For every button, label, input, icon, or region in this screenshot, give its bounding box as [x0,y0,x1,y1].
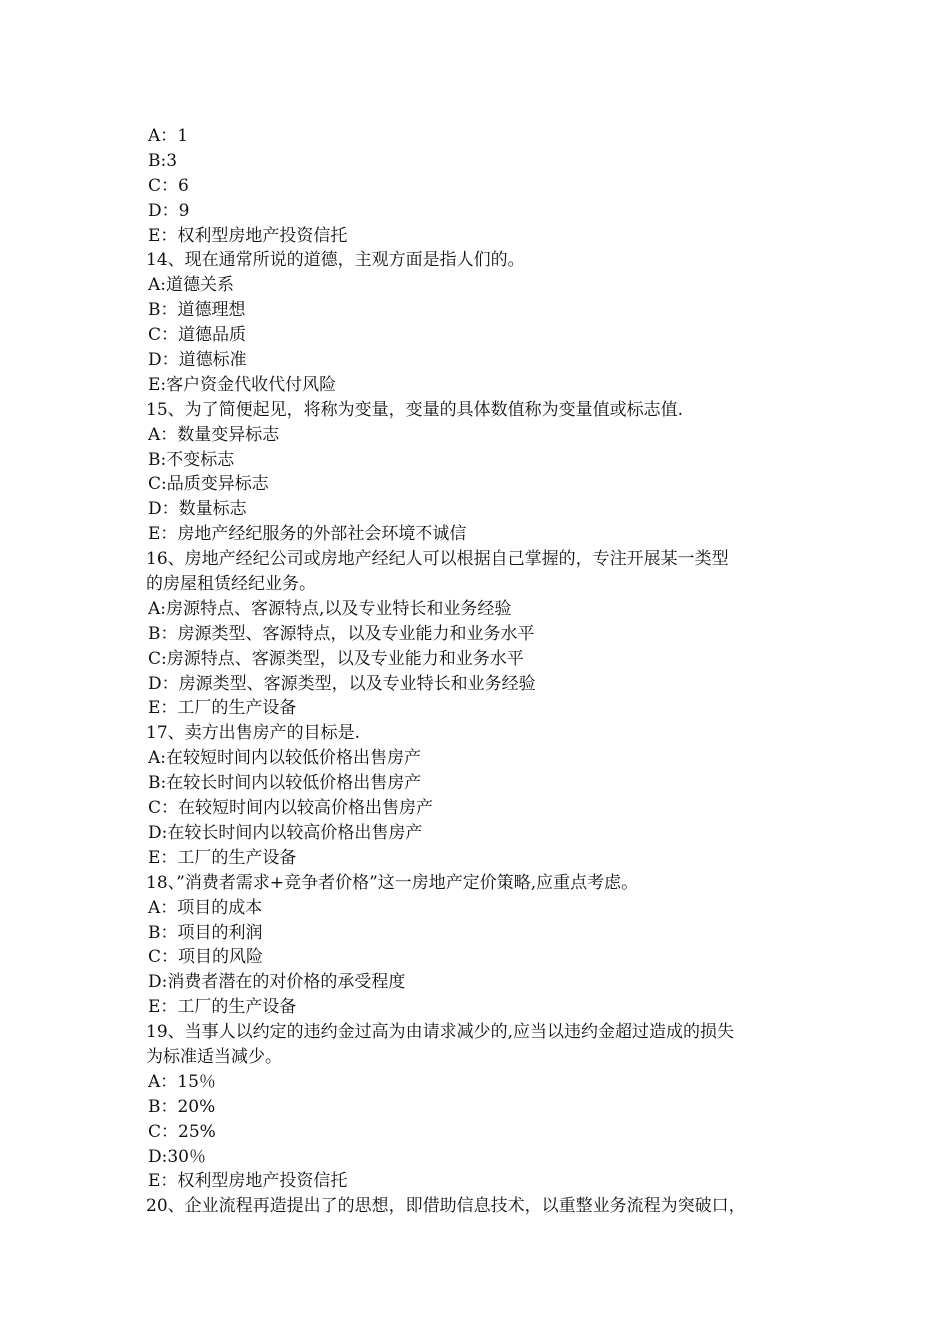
option-line: E：权利型房地产投资信托 [148,225,348,246]
question-line: 20、企业流程再造提出了的思想，即借助信息技术，以重整业务流程为突破口， [146,1196,746,1217]
option-line: E：房地产经纪服务的外部社会环境不诚信 [148,524,467,545]
option-line: E:客户资金代收代付风险 [148,374,337,395]
option-line: C:房源特点、客源类型，以及专业能力和业务水平 [148,648,524,669]
question-line: 19、当事人以约定的违约金过高为由请求减少的,应当以违约金超过造成的损失 [146,1022,735,1043]
option-line: C：在较短时间内以较高价格出售房产 [148,798,434,819]
option-line: B：项目的利润 [148,922,263,943]
document-body [146,124,826,1219]
option-line: D：房源类型、客源类型，以及专业特长和业务经验 [148,673,536,694]
option-line: C：6 [148,175,189,196]
question-line: 17、卖方出售房产的目标是. [146,723,361,744]
option-line: D:消费者潜在的对价格的承受程度 [148,972,406,993]
question-line: 15、为了简便起见，将称为变量，变量的具体数值称为变量值或标志值. [146,399,684,420]
option-line: A:在较短时间内以较低价格出售房产 [148,748,422,769]
option-line: E：工厂的生产设备 [148,997,297,1018]
option-line: A：数量变异标志 [148,424,280,445]
option-line: E：权利型房地产投资信托 [148,1171,348,1192]
option-line: E：工厂的生产设备 [148,698,297,719]
option-line: B:不变标志 [148,449,235,470]
option-line: A:道德关系 [148,275,235,296]
option-line: A:房源特点、客源特点,以及专业特长和业务经验 [148,598,512,619]
question-line: 的房屋租赁经纪业务。 [146,574,316,595]
option-line: C:品质变异标志 [148,474,269,495]
option-line: C：道德品质 [148,325,247,346]
option-line: B：房源类型、客源特点，以及专业能力和业务水平 [148,623,535,644]
option-line: A：15％ [148,1071,216,1092]
option-line: D：9 [148,200,190,221]
option-line: D：道德标准 [148,350,247,371]
option-line: E：工厂的生产设备 [148,847,297,868]
question-line: 为标准适当减少。 [146,1046,282,1067]
option-line: B:3 [148,150,178,171]
question-line: 16、房地产经纪公司或房地产经纪人可以根据自己掌握的，专注开展某一类型 [146,549,729,570]
option-line: D：数量标志 [148,499,247,520]
question-line: 14、现在通常所说的道德，主观方面是指人们的。 [146,250,525,271]
option-line: C：25% [148,1121,216,1142]
option-line: A：项目的成本 [148,897,263,918]
option-line: B：20% [148,1096,216,1117]
option-line: D:在较长时间内以较高价格出售房产 [148,822,423,843]
option-line: C：项目的风险 [148,947,264,968]
option-line: B:在较长时间内以较低价格出售房产 [148,773,422,794]
question-line: 18、”消费者需求+竞争者价格”这一房地产定价策略,应重点考虑。 [146,872,639,893]
option-line: A：1 [148,126,189,146]
option-line: B：道德理想 [148,300,246,321]
option-line: D:30％ [148,1146,206,1167]
